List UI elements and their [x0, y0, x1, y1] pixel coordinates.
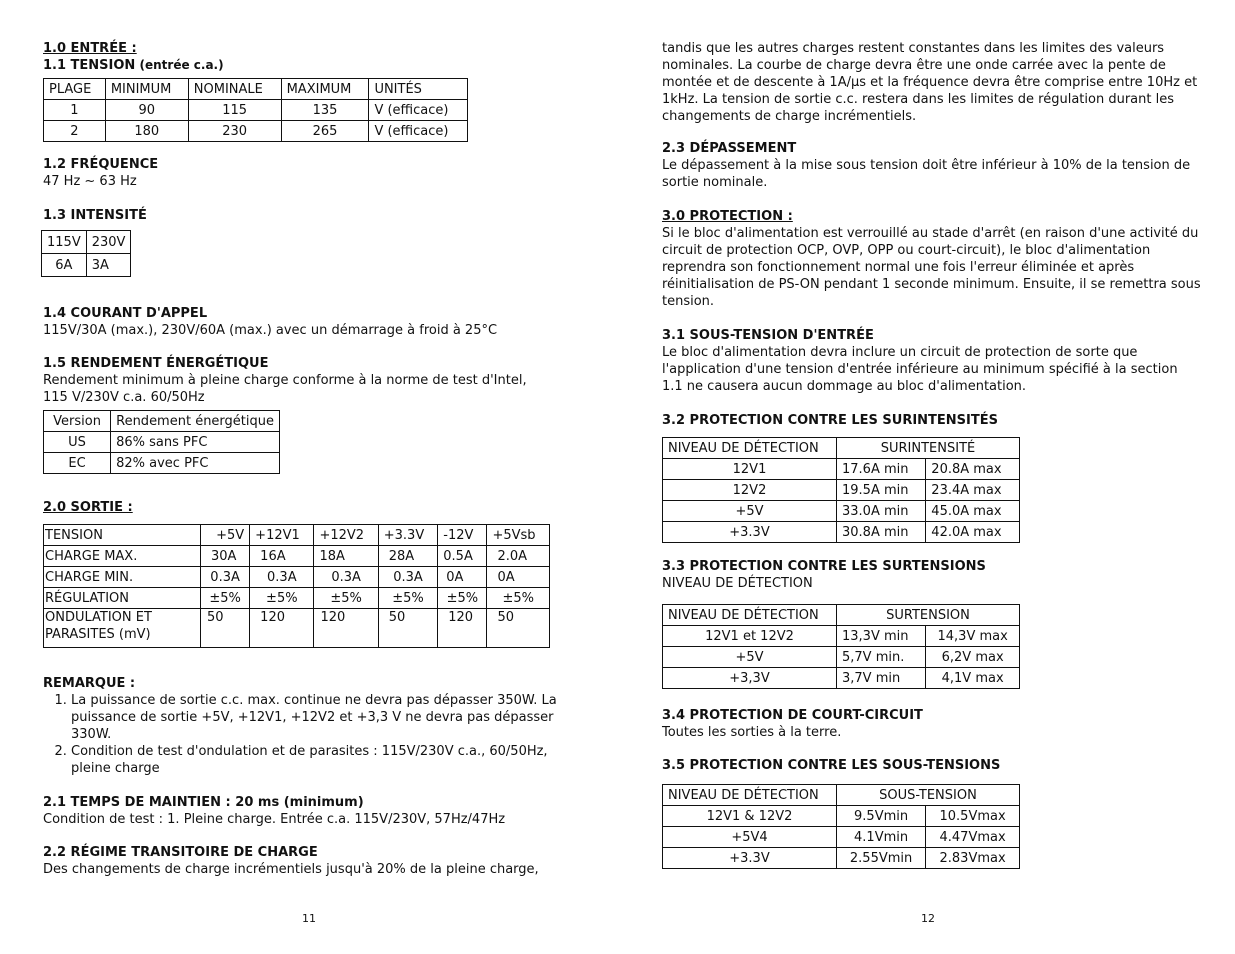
table-row	[663, 827, 1020, 848]
table-cell: 2.55Vmin	[837, 848, 926, 869]
remark-heading: REMARQUE :	[43, 676, 136, 691]
table-cell: 3A	[86, 254, 131, 277]
table-row	[663, 522, 1020, 543]
short-circuit-text: Toutes les sorties à la terre.	[662, 725, 842, 740]
protection-text: Si le bloc d'alimentation est verrouillé au stade d'arrêt (en raison d'une activité du circuit de protection OCP, OVP, OPP ou court-circuit), le bloc d'alimentation reprendra son fonctionnement normal une fois l'erreur éliminée et après réinitialisation de PS-ON pendant 1 seconde minimum. Ensuite, il se remettra sous tension.	[662, 226, 1201, 309]
table-cell: ±5%	[378, 588, 438, 609]
table-header-cell: NOMINALE	[188, 79, 281, 100]
table-cell: V (efficace)	[369, 121, 468, 142]
table-cell: 50	[487, 609, 550, 648]
section-2-1-heading: 2.1 TEMPS DE MAINTIEN : 20 ms (minimum)	[43, 795, 364, 810]
table-row	[44, 525, 550, 546]
transient-text: Des changements de charge incrémentiels jusqu'à 20% de la pleine charge,	[43, 862, 539, 877]
table-cell: 0A	[438, 567, 487, 588]
table-cell: 2.83Vmax	[926, 848, 1020, 869]
table-cell: 13,3V min	[837, 626, 926, 647]
table-header-cell: NIVEAU DE DÉTECTION	[663, 605, 837, 626]
section-2-2-heading: 2.2 RÉGIME TRANSITOIRE DE CHARGE	[43, 845, 318, 860]
left-page	[43, 40, 583, 878]
table-cell: 50	[201, 609, 250, 648]
section-3-1-heading: 3.1 SOUS-TENSION D'ENTRÉE	[662, 328, 874, 343]
table-row	[44, 79, 468, 100]
ripple-label-2: PARASITES (mV)	[45, 627, 151, 642]
table-row	[663, 785, 1020, 806]
table-cell: 4,1V max	[926, 668, 1020, 689]
section-3-3-subheading: NIVEAU DE DÉTECTION	[662, 576, 813, 591]
table-cell: 45.0A max	[926, 501, 1020, 522]
uvp-table	[662, 784, 1020, 869]
table-row	[44, 609, 550, 648]
table-cell: 12V1	[663, 459, 837, 480]
holdup-text: Condition de test : 1. Pleine charge. Entrée c.a. 115V/230V, 57Hz/47Hz	[43, 812, 506, 827]
table-header-cell: +12V1	[250, 525, 314, 546]
efficiency-text-2: 115 V/230V c.a. 60/50Hz	[43, 390, 205, 405]
section-2-3-heading: 2.3 DÉPASSEMENT	[662, 141, 797, 156]
section-3-3-heading: 3.3 PROTECTION CONTRE LES SURTENSIONS	[662, 559, 986, 574]
table-row	[663, 647, 1020, 668]
table-cell: 120	[314, 609, 378, 648]
table-row	[663, 438, 1020, 459]
table-cell: 12V2	[663, 480, 837, 501]
table-cell: 42.0A max	[926, 522, 1020, 543]
table-cell: 1	[44, 100, 106, 121]
table-row	[663, 501, 1020, 522]
section-3-5-heading: 3.5 PROTECTION CONTRE LES SOUS-TENSIONS	[662, 758, 1001, 773]
ocp-table	[662, 437, 1020, 543]
table-row	[44, 567, 550, 588]
inrush-text: 115V/30A (max.), 230V/60A (max.) avec un démarrage à froid à 25°C	[43, 323, 498, 338]
table-cell: 23.4A max	[926, 480, 1020, 501]
table-cell	[44, 609, 201, 648]
table-header-cell: SURINTENSITÉ	[837, 438, 1020, 459]
section-1-4-heading: 1.4 COURANT D'APPEL	[43, 306, 208, 321]
table-header-cell: NIVEAU DE DÉTECTION	[663, 438, 837, 459]
table-cell: ±5%	[201, 588, 250, 609]
table-row	[42, 231, 131, 254]
table-cell: ±5%	[314, 588, 378, 609]
list-item: 1. La puissance de sortie c.c. max. continue ne devra pas dépasser 350W. La puissance de sortie +5V, +12V1, +12V2 et +3,3 V ne devra pas dépasser 330W.	[71, 692, 583, 743]
ripple-label: ONDULATION ET	[45, 610, 152, 625]
table-cell: 6A	[42, 254, 87, 277]
section-1-1-title: 1.1 TENSION	[43, 58, 136, 73]
table-cell: +3,3V	[663, 668, 837, 689]
table-row	[663, 626, 1020, 647]
section-3-0-heading: 3.0 PROTECTION :	[662, 209, 793, 224]
section-1-0-heading: 1.0 ENTRÉE :	[43, 41, 137, 56]
table-cell: 2	[44, 121, 106, 142]
undervoltage-text: Le bloc d'alimentation devra inclure un circuit de protection de sorte que l'application d'une tension d'entrée inférieure au minimum spécifié à la section 1.1 ne causera aucun dommage au bloc d'alimentation.	[662, 345, 1178, 394]
table-cell: +5V	[663, 501, 837, 522]
table-cell: 16A	[250, 546, 314, 567]
table-cell: 30.8A min	[837, 522, 926, 543]
table-cell: 2.0A	[487, 546, 550, 567]
table-header-cell: +3.3V	[378, 525, 438, 546]
table-cell: ±5%	[250, 588, 314, 609]
page-number-right: 12	[921, 912, 935, 925]
table-cell: RÉGULATION	[44, 588, 201, 609]
table-cell: 86% sans PFC	[111, 432, 280, 453]
section-1-1-subtitle: (entrée c.a.)	[135, 58, 224, 72]
table-cell: 120	[438, 609, 487, 648]
table-row	[663, 480, 1020, 501]
table-row	[663, 806, 1020, 827]
table-row	[44, 588, 550, 609]
table-row	[44, 100, 468, 121]
table-cell: +5V	[663, 647, 837, 668]
right-page	[662, 40, 1202, 869]
table-cell: +3.3V	[663, 522, 837, 543]
table-header-cell: -12V	[438, 525, 487, 546]
voltage-table	[43, 78, 468, 142]
table-row	[663, 848, 1020, 869]
table-header-cell: SURTENSION	[837, 605, 1020, 626]
ovp-table	[662, 604, 1020, 689]
table-cell: 3,7V min	[837, 668, 926, 689]
table-row	[44, 546, 550, 567]
current-table	[41, 230, 131, 277]
section-2-0-heading: 2.0 SORTIE :	[43, 500, 133, 515]
section-1-1-heading	[43, 57, 583, 74]
table-cell: 115	[188, 100, 281, 121]
efficiency-table	[43, 410, 280, 474]
table-header-cell: PLAGE	[44, 79, 106, 100]
table-cell: 135	[281, 100, 369, 121]
table-cell: US	[44, 432, 111, 453]
table-cell: +3.3V	[663, 848, 837, 869]
table-cell: 17.6A min	[837, 459, 926, 480]
table-row	[44, 411, 280, 432]
table-cell: 6,2V max	[926, 647, 1020, 668]
frequency-text: 47 Hz ~ 63 Hz	[43, 174, 137, 189]
table-cell: 0.3A	[201, 567, 250, 588]
table-header-cell: +12V2	[314, 525, 378, 546]
section-1-3-heading: 1.3 INTENSITÉ	[43, 208, 147, 223]
table-cell: 180	[105, 121, 188, 142]
table-row	[663, 459, 1020, 480]
table-row	[42, 254, 131, 277]
table-cell: 12V1 & 12V2	[663, 806, 837, 827]
table-cell: 9.5Vmin	[837, 806, 926, 827]
table-cell: EC	[44, 453, 111, 474]
table-cell: 0.3A	[250, 567, 314, 588]
table-header-cell: +5V	[201, 525, 250, 546]
table-cell: +5V4	[663, 827, 837, 848]
table-cell: 20.8A max	[926, 459, 1020, 480]
table-cell: 265	[281, 121, 369, 142]
table-cell: 28A	[378, 546, 438, 567]
table-header-cell: +5Vsb	[487, 525, 550, 546]
section-3-4-heading: 3.4 PROTECTION DE COURT-CIRCUIT	[662, 708, 923, 723]
table-cell: CHARGE MIN.	[44, 567, 201, 588]
table-cell: 18A	[314, 546, 378, 567]
table-header-cell: UNITÉS	[369, 79, 468, 100]
table-cell: ±5%	[438, 588, 487, 609]
table-row	[663, 605, 1020, 626]
table-row	[663, 668, 1020, 689]
table-cell: 82% avec PFC	[111, 453, 280, 474]
table-cell: 12V1 et 12V2	[663, 626, 837, 647]
table-cell: 4.47Vmax	[926, 827, 1020, 848]
table-cell: 0.5A	[438, 546, 487, 567]
table-row	[44, 453, 280, 474]
remark-list	[43, 692, 583, 777]
list-item: 2. Condition de test d'ondulation et de parasites : 115V/230V c.a., 60/50Hz, pleine charge	[71, 743, 583, 777]
table-header-cell: 230V	[86, 231, 131, 254]
table-header-cell: SOUS-TENSION	[837, 785, 1020, 806]
table-cell: 0A	[487, 567, 550, 588]
table-cell: 50	[378, 609, 438, 648]
transient-continued-text: tandis que les autres charges restent constantes dans les limites des valeurs nominales. La courbe de charge devra être une onde carrée avec la pente de montée et de descente à 1A/µs et la fréquence devra être comprise entre 10Hz et 1kHz. La tension de sortie c.c. restera dans les limites de régulation durant les changements de charge incrémentiels.	[662, 41, 1198, 124]
table-cell: 10.5Vmax	[926, 806, 1020, 827]
table-cell: 14,3V max	[926, 626, 1020, 647]
table-cell: 4.1Vmin	[837, 827, 926, 848]
table-cell: CHARGE MAX.	[44, 546, 201, 567]
table-header-cell: Version	[44, 411, 111, 432]
table-header-cell: NIVEAU DE DÉTECTION	[663, 785, 837, 806]
output-table	[43, 524, 550, 648]
page-number-left: 11	[302, 912, 316, 925]
table-cell: 19.5A min	[837, 480, 926, 501]
efficiency-text: Rendement minimum à pleine charge conforme à la norme de test d'Intel,	[43, 373, 527, 388]
table-header-cell: Rendement énergétique	[111, 411, 280, 432]
table-row	[44, 121, 468, 142]
table-cell: V (efficace)	[369, 100, 468, 121]
table-header-cell: MAXIMUM	[281, 79, 369, 100]
table-cell: 30A	[201, 546, 250, 567]
table-cell: 230	[188, 121, 281, 142]
table-header-cell: 115V	[42, 231, 87, 254]
table-cell: 33.0A min	[837, 501, 926, 522]
table-cell: 120	[250, 609, 314, 648]
section-1-2-heading: 1.2 FRÉQUENCE	[43, 157, 159, 172]
table-cell: ±5%	[487, 588, 550, 609]
overshoot-text: Le dépassement à la mise sous tension doit être inférieur à 10% de la tension de sortie nominale.	[662, 158, 1191, 190]
table-cell: 90	[105, 100, 188, 121]
table-cell: 0.3A	[314, 567, 378, 588]
table-cell: 5,7V min.	[837, 647, 926, 668]
table-row	[44, 432, 280, 453]
table-header-cell: TENSION	[44, 525, 201, 546]
table-cell: 0.3A	[378, 567, 438, 588]
section-3-2-heading: 3.2 PROTECTION CONTRE LES SURINTENSITÉS	[662, 413, 998, 428]
section-1-5-heading: 1.5 RENDEMENT ÉNERGÉTIQUE	[43, 356, 269, 371]
table-header-cell: MINIMUM	[105, 79, 188, 100]
